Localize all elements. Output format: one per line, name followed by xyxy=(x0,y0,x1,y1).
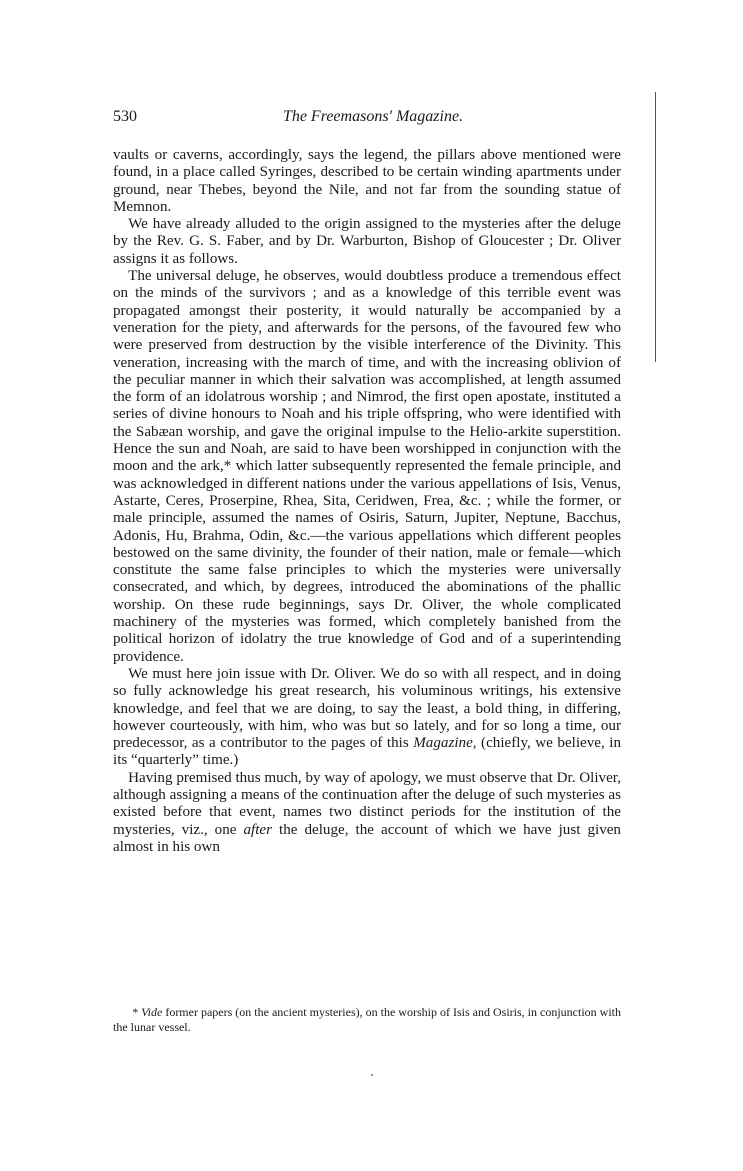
paragraph-4-text: We must here join issue with Dr. Oliver. We do so with all respect, and in doing so fully acknowledge his great research, his voluminous writings, his extensive knowledge, and feel that we are doing, to say the least, a bold thing, in differing, however courteously, with him, who was but so lately, and for so long a time, our predecessor, as a contributor to the pages of this xyxy=(113,665,621,752)
running-title: The Freemasons' Magazine. xyxy=(282,108,464,125)
paragraph-5-text-end: the deluge, the account of which we have just given almost in his own xyxy=(113,821,621,855)
page-header xyxy=(113,108,633,132)
paragraph-5 xyxy=(113,770,621,856)
page-number: 530 xyxy=(113,108,137,125)
margin-rule xyxy=(655,92,656,362)
footnote-vide: Vide xyxy=(141,1005,163,1019)
footnote-text: former papers (on the ancient mysteries), on the worship of Isis and Osiris, in conjunction with the lunar vessel. xyxy=(113,1005,621,1034)
paragraph-1: vaults or caverns, accordingly, says the legend, the pillars above mentioned were found, in a place called Syringes, described to be certain winding apartments under ground, near Thebes, beyond the Nile, and not far from the sounding statue of Memnon. xyxy=(113,147,621,215)
print-speck xyxy=(371,1074,373,1076)
footnote-marker: * xyxy=(132,1005,139,1019)
article-body xyxy=(113,147,621,856)
paragraph-4 xyxy=(113,666,621,770)
after-italic: after xyxy=(243,821,272,838)
paragraph-2: We have already alluded to the origin assigned to the mysteries after the deluge by the Rev. G. S. Faber, and by Dr. Warburton, Bishop of Gloucester ; Dr. Oliver assigns it as follows. xyxy=(113,216,621,267)
magazine-italic: Magazine, xyxy=(413,735,477,752)
paragraph-4-text-end: (chiefly, we believe, in its “quarterly” time.) xyxy=(113,735,621,769)
footnote xyxy=(113,1005,621,1035)
paragraph-3: The universal deluge, he observes, would doubtless produce a tremendous effect on the minds of the survivors ; and as a knowledge of this terrible event was propagated amongst their posterity, it would naturally be accompanied by a veneration for the piety, and afterwards for the persons, of the favoured few who were preserved from destruction by the visible interference of the Divinity. This veneration, increasing with the march of time, and with the increasing oblivion of the peculiar manner in which their salvation was accomplished, at length assumed the form of an idolatrous worship ; and Nimrod, the first open apostate, instituted a series of divine honours to Noah and his triple offspring, who were identified with the Sabæan worship, and gave the original impulse to the Helio-arkite superstition. Hence the sun and Noah, are said to have been worshipped in conjunction with the moon and the ark,* which latter subsequently represented the female principle, and was acknowledged in different nations under the various appellations of Isis, Venus, Astarte, Ceres, Proserpine, Rhea, Sita, Ceridwen, Frea, &c. ; while the former, or male principle, assumed the names of Osiris, Saturn, Jupiter, Neptune, Bacchus, Adonis, Hu, Brahma, Odin, &c.—the various appellations which different peoples bestowed on the same divinity, the founder of their nation, male or female—which constitute the same false principles to which the mysteries were universally consecrated, and which, by degrees, introduced the abominations of the phallic worship. On these rude beginnings, says Dr. Oliver, the whole complicated machinery of the mysteries was formed, which completely banished from the political horizon of idolatry the true knowledge of God and of a superintending providence. xyxy=(113,268,621,665)
paragraph-5-text: Having premised thus much, by way of apology, we must observe that Dr. Oliver, although assigning a means of the continuation after the deluge of such mysteries as existed before that event, names two distinct periods for the institution of the mysteries, viz., one xyxy=(113,769,621,838)
